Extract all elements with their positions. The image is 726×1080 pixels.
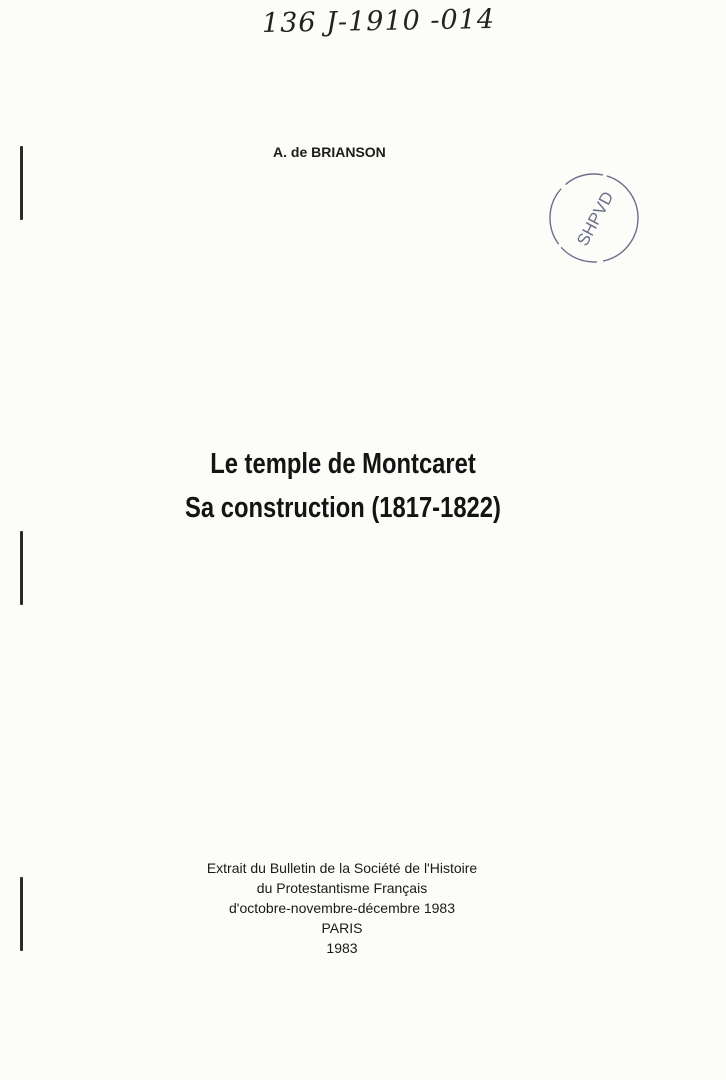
author-name: A. de BRIANSON	[273, 144, 386, 160]
title-line-1: Le temple de Montcaret	[210, 448, 476, 480]
document-title	[62, 442, 625, 530]
publication-imprint	[0, 858, 684, 958]
library-stamp	[546, 171, 642, 265]
staple-middle	[20, 531, 23, 605]
imprint-line-2: du Protestantisme Français	[256, 880, 428, 896]
title-line-2: Sa construction (1817-1822)	[185, 492, 501, 524]
imprint-year: 1983	[326, 940, 358, 956]
imprint-city: PARIS	[321, 920, 363, 936]
staple-top	[20, 146, 23, 220]
stamp-label: SHPVD	[573, 188, 618, 250]
imprint-line-1: Extrait du Bulletin de la Société de l'Histoire	[206, 860, 478, 876]
imprint-line-3: d'octobre-novembre-décembre 1983	[228, 900, 456, 916]
handwritten-archive-reference: 136 J-1910 -014	[261, 3, 496, 40]
